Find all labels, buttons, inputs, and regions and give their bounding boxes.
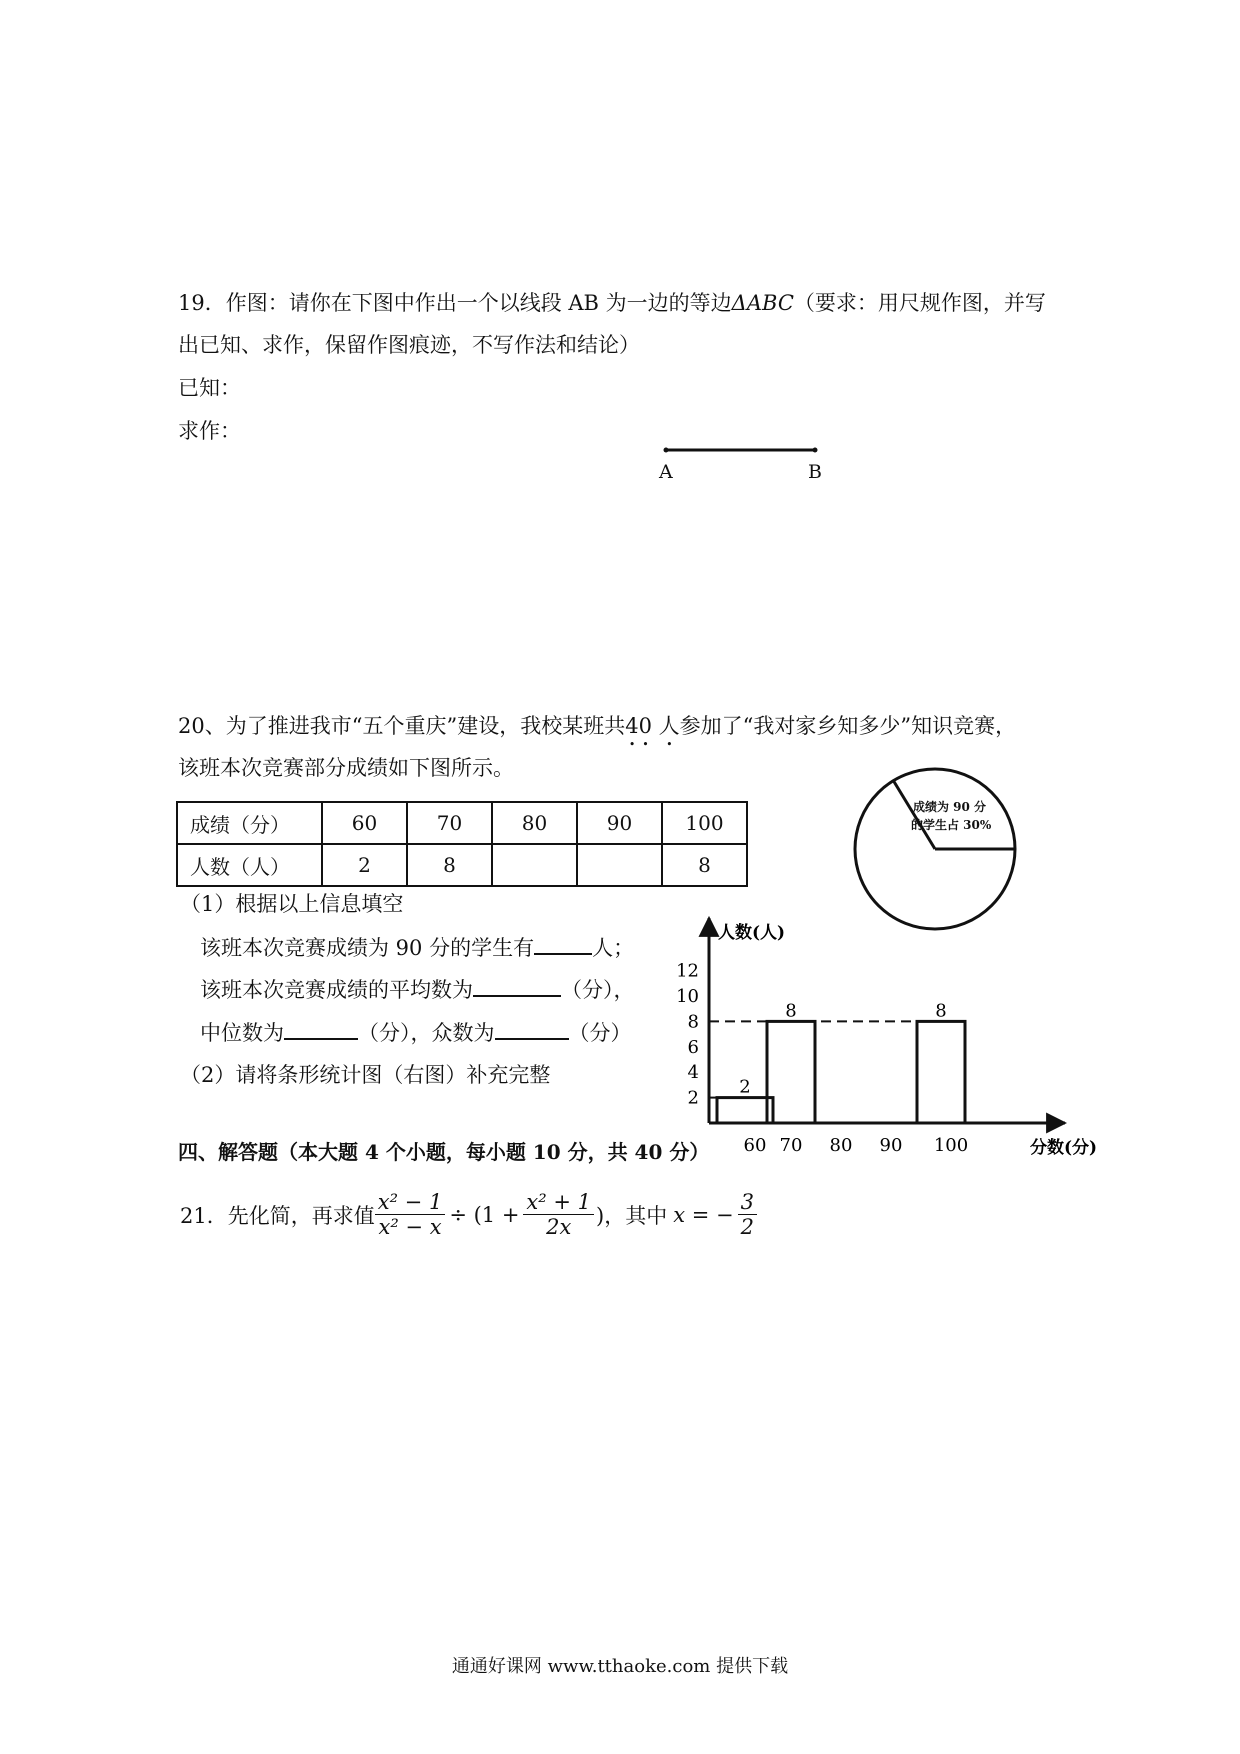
- page-footer: 通通好课网 www.tthaoke.com 提供下载: [451, 1656, 789, 1677]
- q19-line2: 出已知、求作，保留作图痕迹，不写作法和结论）: [178, 333, 640, 357]
- fill1-blank[interactable]: [534, 935, 592, 955]
- fraction-2-numerator: x² + 1: [523, 1190, 594, 1215]
- q20-line2: 该班本次竞赛部分成绩如下图所示。: [178, 756, 514, 780]
- fill3-suffix: （分）: [568, 1021, 632, 1045]
- table-header-score: 成绩（分）: [177, 802, 322, 844]
- table-row: [177, 802, 747, 844]
- table-cell: 2: [322, 844, 407, 886]
- q21-prefix: 21．先化简，再求值: [180, 1203, 375, 1228]
- q20-part2: （2）请将条形统计图（右图）补充完整: [180, 1063, 551, 1087]
- q20-fill2: [200, 977, 635, 1003]
- x-tick-label: 90: [879, 1135, 903, 1156]
- bar-value-label: 8: [785, 1000, 797, 1022]
- fill3-blank-mode[interactable]: [495, 1020, 569, 1040]
- table-row: [177, 844, 747, 886]
- x-tick-label: 70: [779, 1135, 803, 1156]
- table-cell: 90: [577, 802, 662, 844]
- y-tick-label: 10: [676, 986, 699, 1007]
- table-cell: 70: [407, 802, 492, 844]
- q20-line1-dotted: 40 人: [625, 714, 680, 738]
- bar-value-label: 8: [935, 1000, 947, 1022]
- q21-line: [180, 1190, 757, 1239]
- fill2-text: 该班本次竞赛成绩的平均数为: [200, 978, 473, 1002]
- bar-chart: [660, 910, 1110, 1170]
- y-tick-label: 12: [676, 960, 699, 982]
- x-tick-label: 80: [829, 1135, 853, 1156]
- section4-title: 四、解答题（本大题 4 个小题，每小题 10 分，共 40 分）: [178, 1140, 710, 1164]
- fill3-blank-median[interactable]: [284, 1020, 358, 1040]
- y-tick-label: 4: [687, 1062, 699, 1084]
- table-cell[interactable]: [577, 844, 662, 886]
- fill3-text: 中位数为: [200, 1021, 284, 1045]
- bar: [717, 1098, 773, 1123]
- fill2-blank[interactable]: [473, 977, 561, 997]
- fill2-suffix: （分），: [561, 978, 635, 1002]
- fill3-mid: （分），众数为: [358, 1021, 495, 1045]
- y-axis-label: 人数(人): [718, 923, 786, 943]
- bar-value-label: 2: [739, 1076, 751, 1098]
- point-b-label: B: [808, 461, 822, 483]
- fraction-1-denominator: x² − x: [378, 1215, 442, 1239]
- q20-line1-a: 20、为了推进我市“五个重庆”建设，我校某班共: [178, 714, 626, 738]
- table-cell: 60: [322, 802, 407, 844]
- table-cell: 100: [662, 802, 747, 844]
- q19-known: 已知：: [178, 376, 241, 400]
- fraction-3-denominator: 2: [740, 1215, 754, 1239]
- q20-fill3: [200, 1020, 632, 1046]
- pie-label-line2: 的学生占 30%: [911, 818, 992, 832]
- q20-fill1: [200, 935, 634, 961]
- q21-divide: ÷ (1 +: [449, 1202, 520, 1227]
- q21-close: )，其中: [596, 1203, 668, 1228]
- q20-line1: [178, 714, 1016, 751]
- table-cell: 8: [407, 844, 492, 886]
- fraction-1: [375, 1190, 446, 1239]
- q19-line1-suffix: （要求：用尺规作图，并写: [793, 291, 1046, 315]
- x-axis-label: 分数(分): [1030, 1138, 1098, 1158]
- y-tick-label: 2: [687, 1087, 699, 1109]
- fraction-2: [523, 1190, 594, 1239]
- fill1-text: 该班本次竞赛成绩为 90 分的学生有: [200, 936, 535, 960]
- table-cell: 80: [492, 802, 577, 844]
- table-cell[interactable]: [492, 844, 577, 886]
- fraction-3-numerator: 3: [738, 1190, 757, 1215]
- q19-line1-prefix: 19．作图：请你在下图中作出一个以线段 AB 为一边的等边: [178, 291, 732, 315]
- y-tick-label: 6: [687, 1036, 699, 1058]
- table-cell: 8: [662, 844, 747, 886]
- table-header-count: 人数（人）: [177, 844, 322, 886]
- pie-label-line1: 成绩为 90 分: [913, 800, 987, 814]
- q19-seek: 求作：: [178, 419, 241, 443]
- x-tick-label: 100: [933, 1135, 969, 1156]
- x-tick-label: 60: [743, 1135, 767, 1156]
- fill1-suffix: 人；: [592, 936, 635, 960]
- score-table: [176, 801, 748, 887]
- q20-part1: （1）根据以上信息填空: [180, 892, 404, 916]
- bar: [917, 1021, 965, 1123]
- fraction-2-denominator: 2x: [546, 1215, 572, 1239]
- fraction-1-numerator: x² − 1: [375, 1190, 446, 1215]
- point-a-label: A: [659, 461, 673, 483]
- q19-triangle: ΔABC: [731, 291, 794, 315]
- q20-line1-b: 参加了“我对家乡知多少”知识竞赛，: [679, 714, 1017, 738]
- q21-xeq: x = −: [673, 1202, 734, 1227]
- y-tick-label: 8: [687, 1011, 699, 1033]
- fraction-3: [738, 1190, 757, 1239]
